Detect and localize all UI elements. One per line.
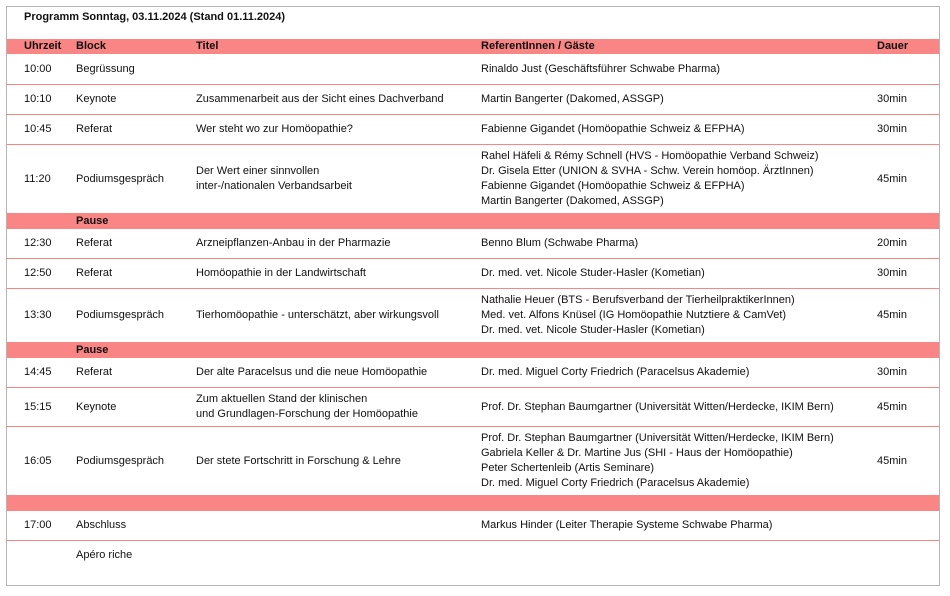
table-row	[7, 55, 939, 85]
title-cell	[189, 229, 474, 259]
duration-cell: 20min	[877, 229, 939, 259]
table-row	[7, 289, 939, 343]
duration-cell: 45min	[877, 427, 939, 496]
title-line: Der alte Paracelsus und die neue Homöopathie	[196, 366, 428, 378]
time-cell: 15:15	[7, 388, 69, 427]
time-cell: 10:45	[7, 115, 69, 145]
table-row	[7, 229, 939, 259]
speaker-line: Dr. med. Miguel Corty Friedrich (Paracelsus Akademie)	[481, 366, 750, 378]
column-header-time: Uhrzeit	[7, 39, 69, 55]
speaker-line: Rahel Häfeli & Rémy Schnell (HVS - Homöopathie Verband Schweiz)	[481, 150, 819, 162]
duration-cell: 30min	[877, 358, 939, 388]
duration-cell	[877, 511, 939, 541]
block-cell: Podiumsgespräch	[69, 145, 189, 214]
speakers-cell	[474, 145, 877, 214]
speaker-line: Benno Blum (Schwabe Pharma)	[481, 237, 639, 249]
block-cell: Referat	[69, 259, 189, 289]
duration-cell: 45min	[877, 145, 939, 214]
speaker-line: Martin Bangerter (Dakomed, ASSGP)	[481, 93, 664, 105]
table-row	[7, 511, 939, 541]
pause-time-cell	[7, 214, 69, 230]
column-header-block: Block	[69, 39, 189, 55]
title-cell	[189, 145, 474, 214]
speakers-cell	[474, 358, 877, 388]
block-cell: Keynote	[69, 85, 189, 115]
block-cell: Begrüssung	[69, 55, 189, 85]
title-cell	[189, 115, 474, 145]
pause-row	[7, 214, 939, 230]
table-row	[7, 388, 939, 427]
title-line: und Grundlagen-Forschung der Homöopathie	[196, 408, 418, 420]
program-table	[7, 39, 939, 570]
title-cell	[189, 358, 474, 388]
block-cell: Referat	[69, 358, 189, 388]
speaker-line: Dr. Gisela Etter (UNION & SVHA - Schw. Verein homöop. ÄrztInnen)	[481, 165, 814, 177]
time-cell: 10:10	[7, 85, 69, 115]
speaker-line: Fabienne Gigandet (Homöopathie Schweiz & EFPHA)	[481, 123, 745, 135]
column-header-duration: Dauer	[877, 39, 939, 55]
block-cell: Apéro riche	[76, 549, 133, 561]
title-cell	[189, 55, 474, 85]
title-line: Homöopathie in der Landwirtschaft	[196, 267, 366, 279]
time-cell: 12:50	[7, 259, 69, 289]
time-cell: 14:45	[7, 358, 69, 388]
column-header-title: Titel	[189, 39, 474, 55]
title-cell	[189, 289, 474, 343]
speakers-cell	[474, 85, 877, 115]
speaker-line: Prof. Dr. Stephan Baumgartner (Universität Witten/Herdecke, IKIM Bern)	[481, 432, 834, 444]
pause-time-cell	[7, 496, 69, 512]
pause-label: Pause	[69, 214, 939, 230]
table-row	[7, 259, 939, 289]
speakers-cell	[474, 115, 877, 145]
title-cell	[189, 427, 474, 496]
speaker-line: Gabriela Keller & Dr. Martine Jus (SHI - Haus der Homöopathie)	[481, 447, 793, 459]
table-row	[7, 85, 939, 115]
speaker-line: Dr. med. Miguel Corty Friedrich (Paracelsus Akademie)	[481, 477, 750, 489]
title-line: Wer steht wo zur Homöopathie?	[196, 123, 353, 135]
title-cell	[189, 85, 474, 115]
speaker-line: Peter Schertenleib (Artis Seminare)	[481, 462, 655, 474]
time-cell: 11:20	[7, 145, 69, 214]
speakers-cell	[474, 541, 877, 571]
separator-row	[7, 496, 939, 512]
speakers-cell	[474, 289, 877, 343]
speaker-line: Nathalie Heuer (BTS - Berufsverband der TierheilpraktikerInnen)	[481, 294, 795, 306]
speaker-line: Fabienne Gigandet (Homöopathie Schweiz & EFPHA)	[481, 180, 745, 192]
speaker-line: Med. vet. Alfons Knüsel (IG Homöopathie Nutztiere & CamVet)	[481, 309, 787, 321]
block-cell: Abschluss	[69, 511, 189, 541]
title-line: inter-/nationalen Verbandsarbeit	[196, 180, 352, 192]
duration-cell: 45min	[877, 388, 939, 427]
duration-cell: 30min	[877, 85, 939, 115]
title-line: Zusammenarbeit aus der Sicht eines Dachverband	[196, 93, 444, 105]
block-cell: Referat	[69, 115, 189, 145]
title-line: Der stete Fortschritt in Forschung & Lehre	[196, 454, 401, 467]
speakers-cell	[474, 388, 877, 427]
table-header-row	[7, 39, 939, 55]
time-cell: 13:30	[7, 289, 69, 343]
title-line: Der Wert einer sinnvollen	[196, 165, 320, 177]
time-cell: 10:00	[7, 55, 69, 85]
duration-cell: 30min	[877, 115, 939, 145]
pause-label: Pause	[69, 343, 939, 359]
speakers-cell	[474, 55, 877, 85]
duration-cell: 45min	[877, 289, 939, 343]
table-row	[7, 541, 939, 571]
time-cell: 12:30	[7, 229, 69, 259]
duration-cell	[877, 55, 939, 85]
table-row	[7, 427, 939, 496]
duration-cell: 30min	[877, 259, 939, 289]
speakers-cell	[474, 229, 877, 259]
speaker-line: Martin Bangerter (Dakomed, ASSGP)	[481, 195, 664, 207]
table-row	[7, 145, 939, 214]
duration-cell	[877, 541, 939, 571]
title-line: Tierhomöopathie - unterschätzt, aber wirkungsvoll	[196, 309, 439, 321]
page-title: Programm Sonntag, 03.11.2024 (Stand 01.11.2024)	[24, 11, 286, 23]
pause-time-cell	[7, 343, 69, 359]
speaker-line: Dr. med. vet. Nicole Studer-Hasler (Kometian)	[481, 267, 705, 279]
program-sheet	[6, 6, 940, 586]
block-cell: Keynote	[69, 388, 189, 427]
pause-label	[69, 496, 939, 512]
title-cell	[189, 259, 474, 289]
title-line: Zum aktuellen Stand der klinischen	[196, 393, 368, 405]
title-line: Arzneipflanzen-Anbau in der Pharmazie	[196, 237, 391, 249]
table-body	[7, 55, 939, 571]
table-row	[7, 358, 939, 388]
speakers-cell	[474, 427, 877, 496]
time-cell	[7, 541, 69, 571]
speaker-line: Rinaldo Just (Geschäftsführer Schwabe Pharma)	[481, 63, 721, 75]
block-cell: Podiumsgespräch	[69, 427, 189, 496]
time-cell: 17:00	[7, 511, 69, 541]
speakers-cell	[474, 511, 877, 541]
title-cell	[189, 541, 474, 571]
speaker-line: Prof. Dr. Stephan Baumgartner (Universität Witten/Herdecke, IKIM Bern)	[481, 400, 834, 413]
pause-row	[7, 343, 939, 359]
block-cell: Referat	[69, 229, 189, 259]
speaker-line: Markus Hinder (Leiter Therapie Systeme Schwabe Pharma)	[481, 519, 773, 531]
title-cell	[189, 388, 474, 427]
table-row	[7, 115, 939, 145]
speaker-line: Dr. med. vet. Nicole Studer-Hasler (Kometian)	[481, 324, 705, 336]
time-cell: 16:05	[7, 427, 69, 496]
block-cell: Podiumsgespräch	[69, 289, 189, 343]
column-header-speakers: ReferentInnen / Gäste	[474, 39, 877, 55]
title-cell	[189, 511, 474, 541]
speakers-cell	[474, 259, 877, 289]
